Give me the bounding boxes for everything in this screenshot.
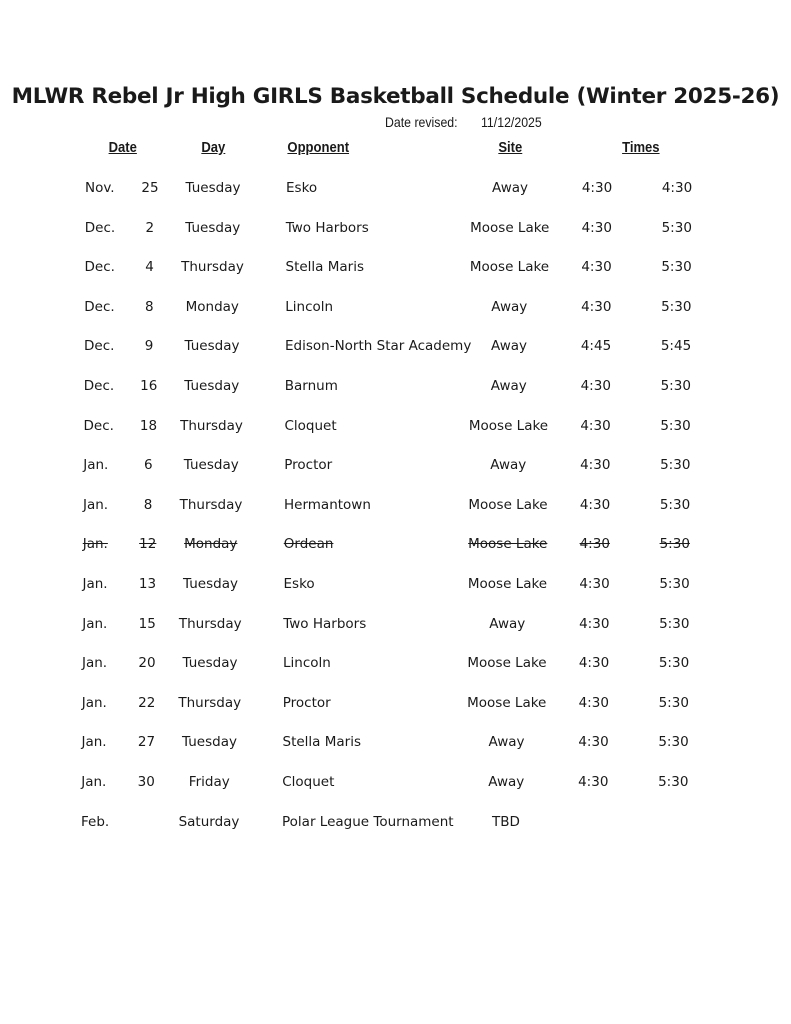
game-opponent: Hermantown — [284, 496, 371, 513]
game-day: Thursday — [178, 694, 242, 711]
game-time-varsity: 5:30 — [661, 259, 692, 276]
game-month: Jan. — [83, 457, 109, 474]
game-time-jv: 4:45 — [580, 338, 612, 355]
game-site: Away — [491, 338, 527, 355]
game-date: 25 — [141, 180, 159, 196]
table-row — [0, 655, 791, 677]
game-site: Moose Lake — [467, 655, 547, 672]
table-row — [0, 497, 791, 519]
game-time-varsity: 5:30 — [659, 576, 690, 592]
game-day: Saturday — [178, 813, 240, 830]
game-site: Moose Lake — [469, 259, 550, 276]
game-opponent: Lincoln — [283, 655, 331, 672]
game-time-varsity: 5:45 — [660, 338, 692, 355]
game-site: Moose Lake — [468, 496, 548, 513]
game-time-varsity: 5:30 — [660, 378, 691, 394]
table-row — [0, 616, 791, 638]
game-date: 2 — [145, 219, 155, 236]
game-month: Jan. — [81, 734, 107, 751]
game-month: Feb. — [81, 813, 110, 830]
game-day: Tuesday — [183, 457, 239, 474]
game-date: 20 — [138, 655, 156, 672]
game-time-varsity: 5:30 — [660, 457, 691, 474]
game-site: Moose Lake — [467, 576, 548, 592]
game-day: Tuesday — [185, 180, 241, 196]
table-row — [0, 259, 791, 281]
game-date: 22 — [138, 694, 156, 711]
game-opponent: Ordean — [283, 536, 334, 553]
game-time-jv: 4:30 — [578, 655, 610, 672]
game-day: Monday — [185, 298, 239, 315]
game-opponent: Cloquet — [282, 774, 335, 790]
game-month: Dec. — [83, 417, 114, 434]
game-date: 18 — [139, 417, 158, 434]
game-date: 15 — [138, 615, 156, 632]
game-site: Moose Lake — [470, 219, 550, 236]
game-day: Tuesday — [184, 378, 240, 394]
game-time-varsity: 5:30 — [658, 655, 690, 672]
header-times: Times — [622, 140, 660, 156]
header-opponent: Opponent — [287, 140, 350, 156]
game-day: Tuesday — [185, 219, 241, 236]
game-time-varsity: 4:30 — [661, 180, 693, 196]
table-row-cancelled — [0, 536, 791, 558]
date-revised-value: 11/12/2025 — [481, 114, 542, 130]
game-time-varsity: 5:30 — [661, 298, 692, 315]
game-month: Dec. — [84, 338, 115, 355]
game-date: 6 — [143, 457, 153, 474]
game-month: Jan. — [82, 655, 108, 672]
game-opponent: Proctor — [284, 457, 333, 474]
game-month: Dec. — [84, 259, 115, 276]
table-row — [0, 180, 791, 202]
game-opponent: Proctor — [282, 694, 331, 711]
game-opponent: Stella Maris — [285, 259, 364, 276]
game-day: Tuesday — [182, 655, 238, 672]
table-row — [0, 299, 791, 321]
game-time-jv: 4:30 — [579, 536, 610, 553]
header-site: Site — [498, 140, 523, 156]
game-time-jv: 4:30 — [579, 496, 611, 513]
game-time-varsity: 5:30 — [658, 694, 689, 711]
game-time-jv: 4:30 — [579, 615, 610, 632]
table-row — [0, 338, 791, 360]
header-date: Date — [108, 140, 137, 156]
game-day: Tuesday — [182, 734, 237, 751]
game-opponent: Cloquet — [284, 417, 337, 434]
game-date: 30 — [137, 774, 155, 790]
game-site: Moose Lake — [468, 417, 549, 434]
game-date: 9 — [144, 338, 154, 355]
game-time-varsity: 5:30 — [659, 496, 691, 513]
game-month: Nov. — [85, 180, 115, 196]
game-date: 8 — [143, 496, 153, 513]
game-time-varsity: 5:30 — [659, 615, 690, 632]
table-row — [0, 378, 791, 400]
game-date: 16 — [140, 378, 158, 394]
game-opponent: Esko — [283, 576, 315, 592]
game-site: Moose Lake — [467, 694, 547, 711]
game-day: Monday — [184, 536, 238, 553]
game-day: Friday — [188, 774, 230, 790]
game-month: Jan. — [82, 615, 108, 632]
game-month: Jan. — [81, 694, 107, 711]
table-row — [0, 814, 791, 836]
game-date: 8 — [144, 298, 154, 315]
game-date: 13 — [138, 576, 157, 592]
game-time-jv: 4:30 — [578, 694, 609, 711]
game-site: Away — [491, 298, 528, 315]
table-row — [0, 576, 791, 598]
game-time-jv: 4:30 — [580, 457, 611, 474]
table-row — [0, 418, 791, 440]
date-revised-label: Date revised: — [385, 114, 458, 130]
game-site: Away — [488, 774, 525, 790]
table-row — [0, 220, 791, 242]
table-row — [0, 457, 791, 479]
game-opponent: Two Harbors — [283, 615, 367, 632]
game-time-jv: 4:30 — [581, 259, 612, 276]
game-time-varsity: 5:30 — [660, 417, 691, 434]
game-time-jv: 4:30 — [580, 417, 611, 434]
game-time-jv: 4:30 — [579, 576, 610, 592]
game-opponent: Edison-North Star Academy — [285, 338, 472, 355]
game-month: Dec. — [84, 219, 116, 236]
table-row — [0, 695, 791, 717]
table-row — [0, 774, 791, 796]
game-time-jv: 4:30 — [581, 298, 612, 315]
game-month: Jan. — [82, 536, 108, 553]
game-site: Away — [489, 615, 526, 632]
game-time-varsity: 5:30 — [661, 219, 692, 236]
game-month: Jan. — [81, 774, 107, 790]
game-time-varsity: 5:30 — [658, 734, 689, 751]
game-time-jv: 4:30 — [580, 378, 611, 394]
game-site: Away — [490, 457, 527, 474]
game-date: 4 — [145, 259, 154, 276]
game-day: Tuesday — [184, 338, 240, 355]
game-opponent: Esko — [286, 180, 318, 196]
game-time-varsity: 5:30 — [659, 536, 690, 553]
game-opponent: Two Harbors — [285, 219, 369, 236]
game-day: Thursday — [181, 259, 244, 276]
game-month: Jan. — [83, 496, 109, 513]
game-time-varsity: 5:30 — [658, 774, 689, 790]
game-day: Thursday — [180, 417, 243, 434]
game-day: Thursday — [178, 615, 242, 632]
game-opponent: Stella Maris — [282, 734, 361, 751]
game-time-jv: 4:30 — [581, 219, 612, 236]
game-site: Moose Lake — [468, 536, 548, 553]
game-day: Thursday — [179, 496, 243, 513]
game-site: TBD — [492, 813, 520, 830]
game-time-jv: 4:30 — [581, 180, 613, 196]
game-date: 12 — [139, 536, 157, 553]
game-site: Away — [492, 180, 528, 196]
game-opponent: Polar League Tournament — [282, 813, 454, 830]
game-month: Dec. — [84, 298, 115, 315]
game-time-jv: 4:30 — [578, 734, 609, 751]
game-month: Jan. — [82, 576, 108, 592]
game-opponent: Barnum — [284, 378, 338, 394]
game-site: Away — [490, 378, 527, 394]
game-date: 27 — [137, 734, 156, 751]
game-month: Dec. — [83, 378, 115, 394]
game-site: Away — [488, 734, 525, 751]
table-row — [0, 734, 791, 756]
game-time-jv: 4:30 — [578, 774, 609, 790]
page-title: MLWR Rebel Jr High GIRLS Basketball Schedule (Winter 2025-26) — [11, 84, 780, 109]
game-opponent: Lincoln — [285, 298, 334, 315]
game-day: Tuesday — [183, 576, 238, 592]
header-day: Day — [201, 140, 226, 156]
